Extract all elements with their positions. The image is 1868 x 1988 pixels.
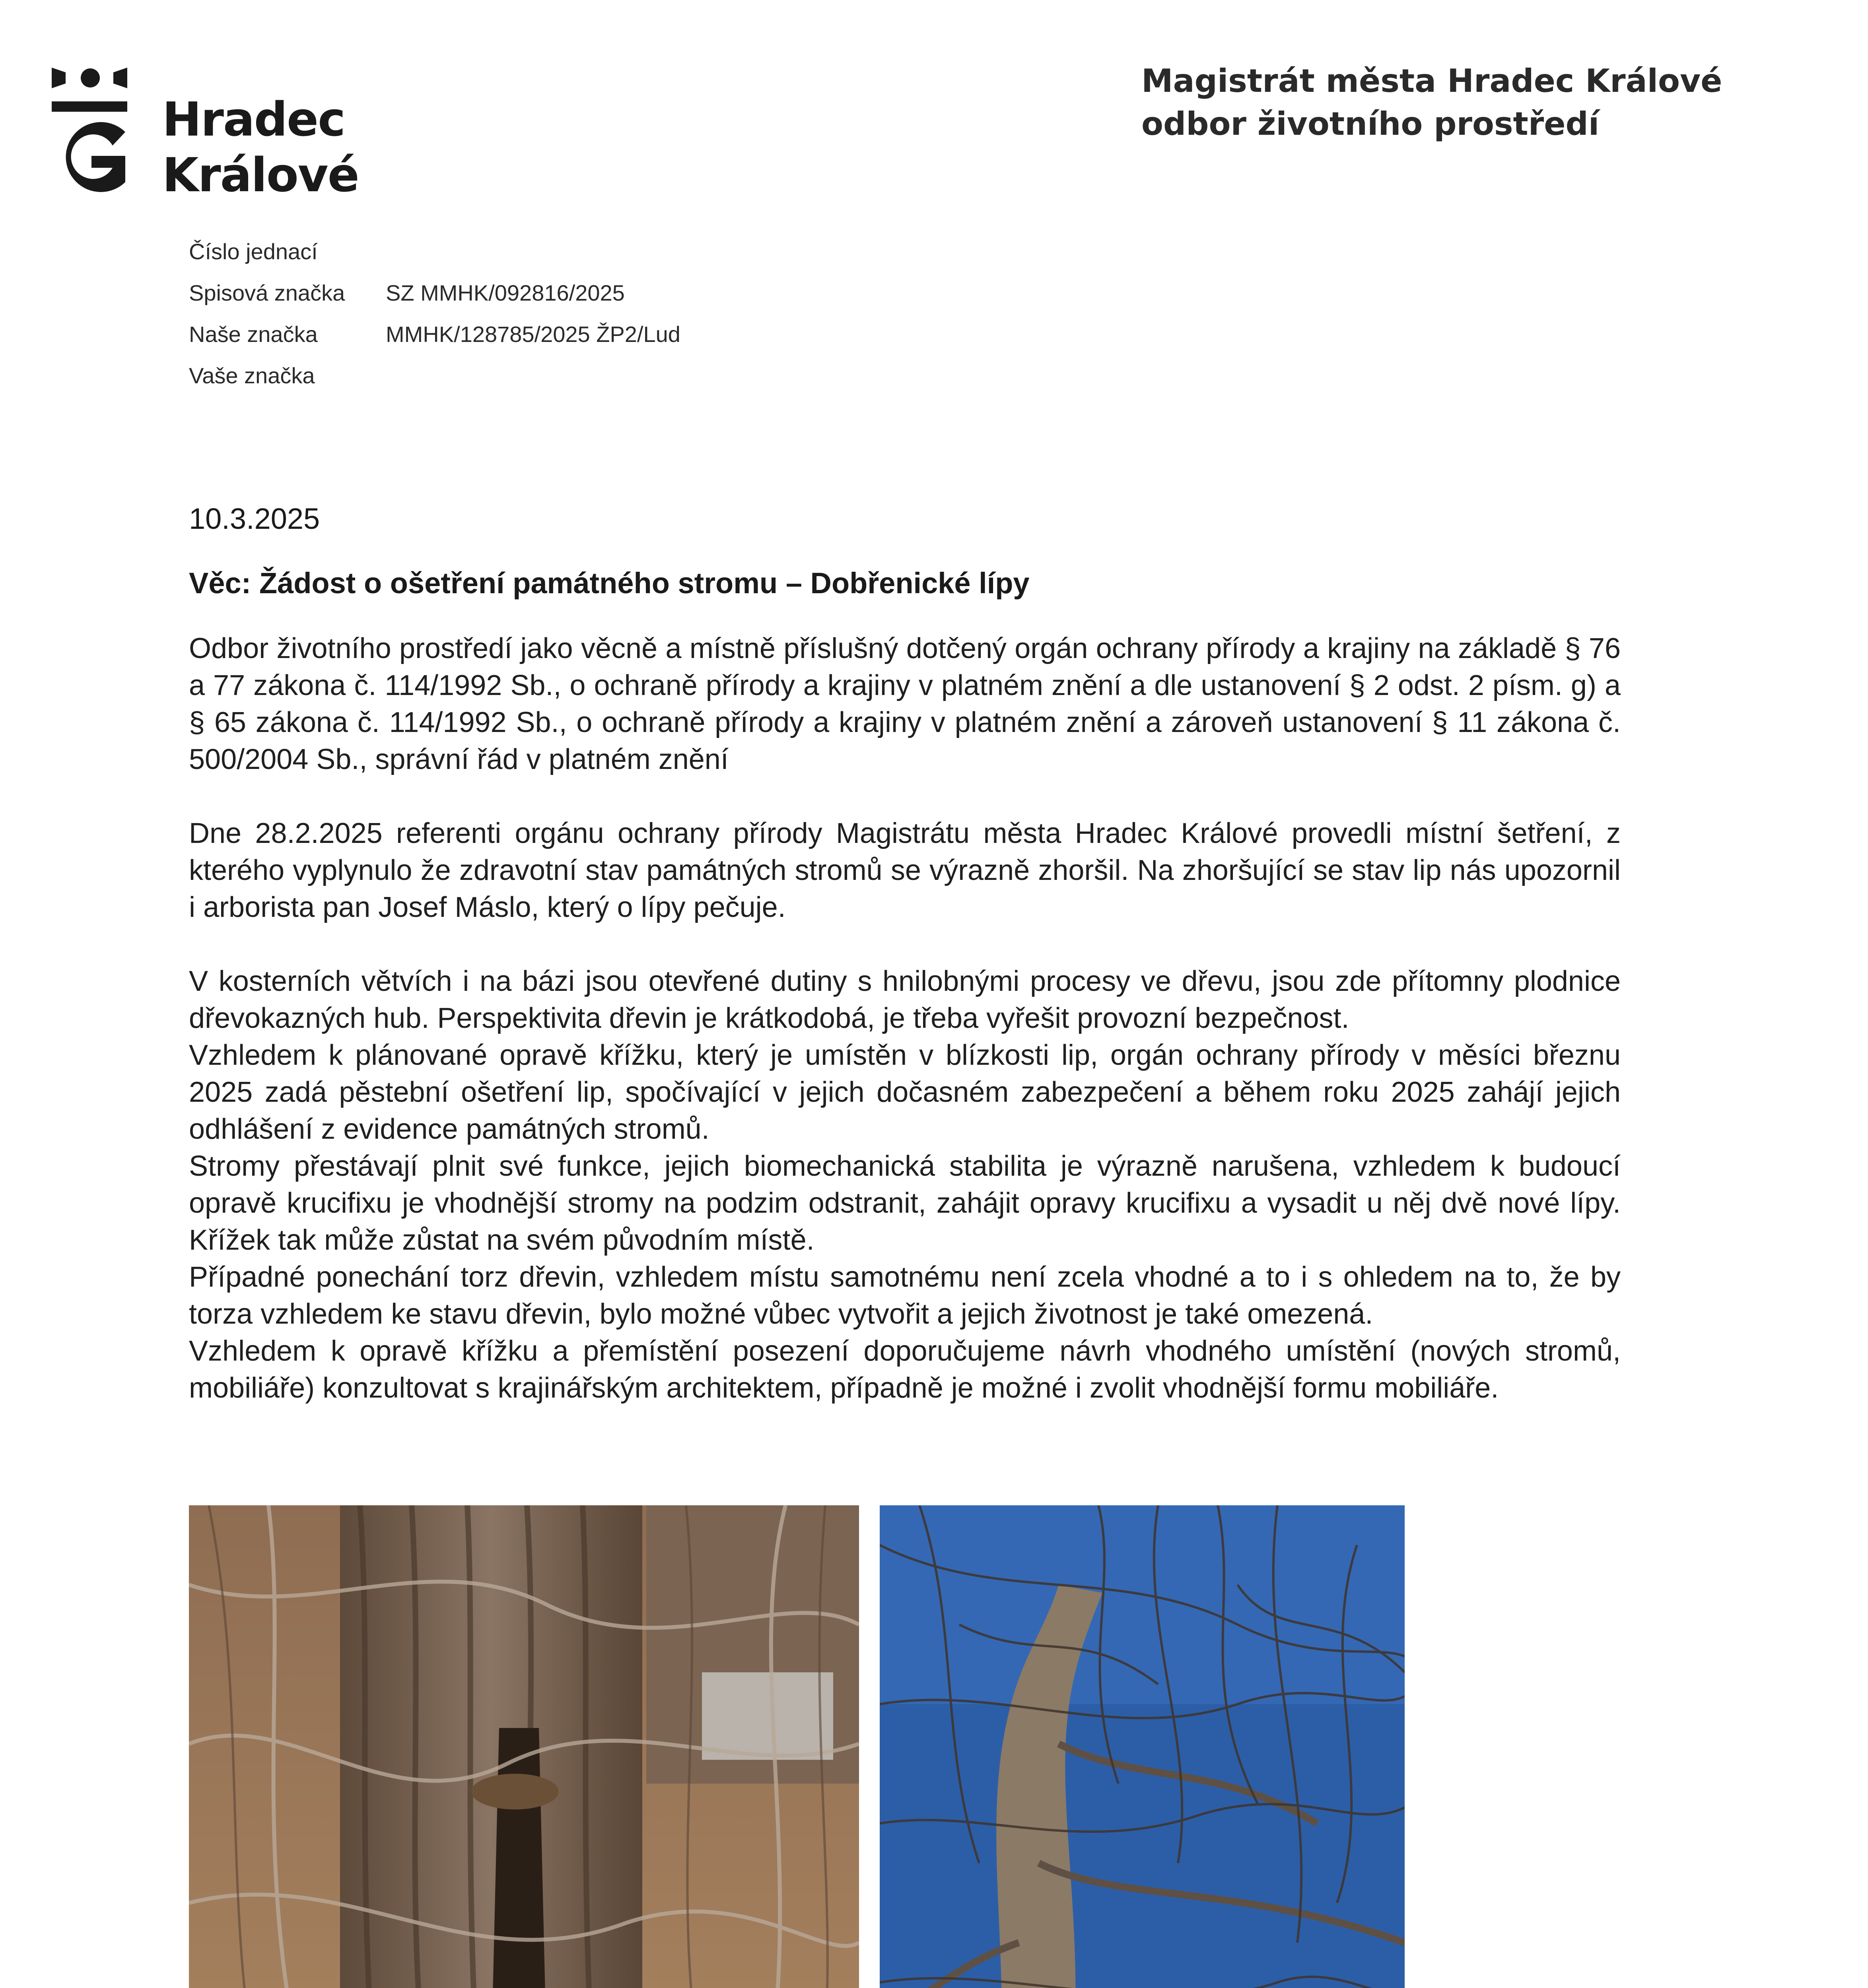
body-paragraph: Případné ponechání torz dřevin, vzhledem místu samotnému není zcela vhodné a to i s ohledem na to, že by torza vzhledem ke stavu dřevin, bylo možné vůbec vytvořit a jejich životnost je také omezená. [189, 1261, 1621, 1330]
tree-crown-photo-icon [880, 1505, 1405, 1988]
ref-label: Naše značka [189, 322, 318, 347]
body-paragraph: Vzhledem k opravě křížku a přemístění posezení doporučujeme návrh vhodného umístění (nových stromů, mobiliáře) konzultovat s krajinářským architektem, případně je možné i zvolit vhodnější formu mobiliáře. [189, 1335, 1621, 1404]
body-paragraph: V kosterních větvích i na bázi jsou otevřené dutiny s hnilobnými procesy ve dřevu, jsou zde přítomny plodnice dřevokazných hub. Perspektivita dřevin je krátkodobá, je třeba vyřešit provozní bezpečnost. [189, 965, 1621, 1034]
letter-subject: Věc: Žádost o ošetření památného stromu – Dobřenické lípy [189, 567, 1030, 600]
logo-line-1: Hradec [162, 92, 345, 147]
ref-label: Číslo jednací [189, 239, 318, 264]
ref-label: Vaše značka [189, 363, 315, 388]
tree-trunk-photo [189, 1505, 859, 1988]
body-paragraph: Stromy přestávají plnit své funkce, jejich biomechanická stabilita je výrazně narušena, vzhledem k budoucí opravě krucifixu je vhodnější stromy na podzim odstranit, zahájit opravy krucifixu a vysadit u něj dvě nové lípy. Křížek tak může zůstat na svém původním místě. [189, 1150, 1621, 1256]
ref-label: Spisová značka [189, 280, 345, 305]
city-logo [50, 64, 376, 207]
office-name: Magistrát města Hradec Králové [1141, 62, 1722, 99]
ref-value: MMHK/128785/2025 ŽP2/Lud [386, 322, 680, 347]
office-header [1141, 60, 1817, 146]
ref-value: SZ MMHK/092816/2025 [386, 280, 625, 305]
body-paragraph: Vzhledem k plánované opravě křížku, který je umístěn v blízkosti lip, orgán ochrany přírody v měsíci březnu 2025 zadá pěstební ošetření lip, spočívající v jejich dočasném zabezpečení a během roku 2025 zahájí jejich odhlášení z evidence památných stromů. [189, 1039, 1621, 1145]
body-paragraph: Dne 28.2.2025 referenti orgánu ochrany přírody Magistrátu města Hradec Králové provedli místní šetření, z kterého vyplynulo že zdravotní stav památných stromů se výrazně zhoršil. Na zhoršující se stav lip nás upozornil i arborista pan Josef Máslo, který o lípy pečuje. [189, 817, 1621, 923]
letter-date: 10.3.2025 [189, 502, 320, 535]
department-name: odbor životního prostředí [1141, 105, 1600, 142]
body-paragraph: Odbor životního prostředí jako věcně a místně příslušný dotčený orgán ochrany přírody a krajiny na základě § 76 a 77 zákona č. 114/1992 Sb., o ochraně přírody a krajiny v platném znění a dle ustanovení § 2 odst. 2 písm. g) a § 65 zákona č. 114/1992 Sb., o ochraně přírody a krajiny v platném znění a zároveň ustanovení § 11 zákona č. 500/2004 Sb., správní řád v platném znění [189, 633, 1621, 775]
tree-trunk-photo-icon [189, 1505, 859, 1988]
city-emblem-icon [50, 64, 129, 199]
logo-line-2: Králové [162, 148, 359, 202]
letter-body [189, 630, 1621, 1407]
tree-crown-photo [880, 1505, 1405, 1988]
logo-wordmark [162, 91, 359, 203]
